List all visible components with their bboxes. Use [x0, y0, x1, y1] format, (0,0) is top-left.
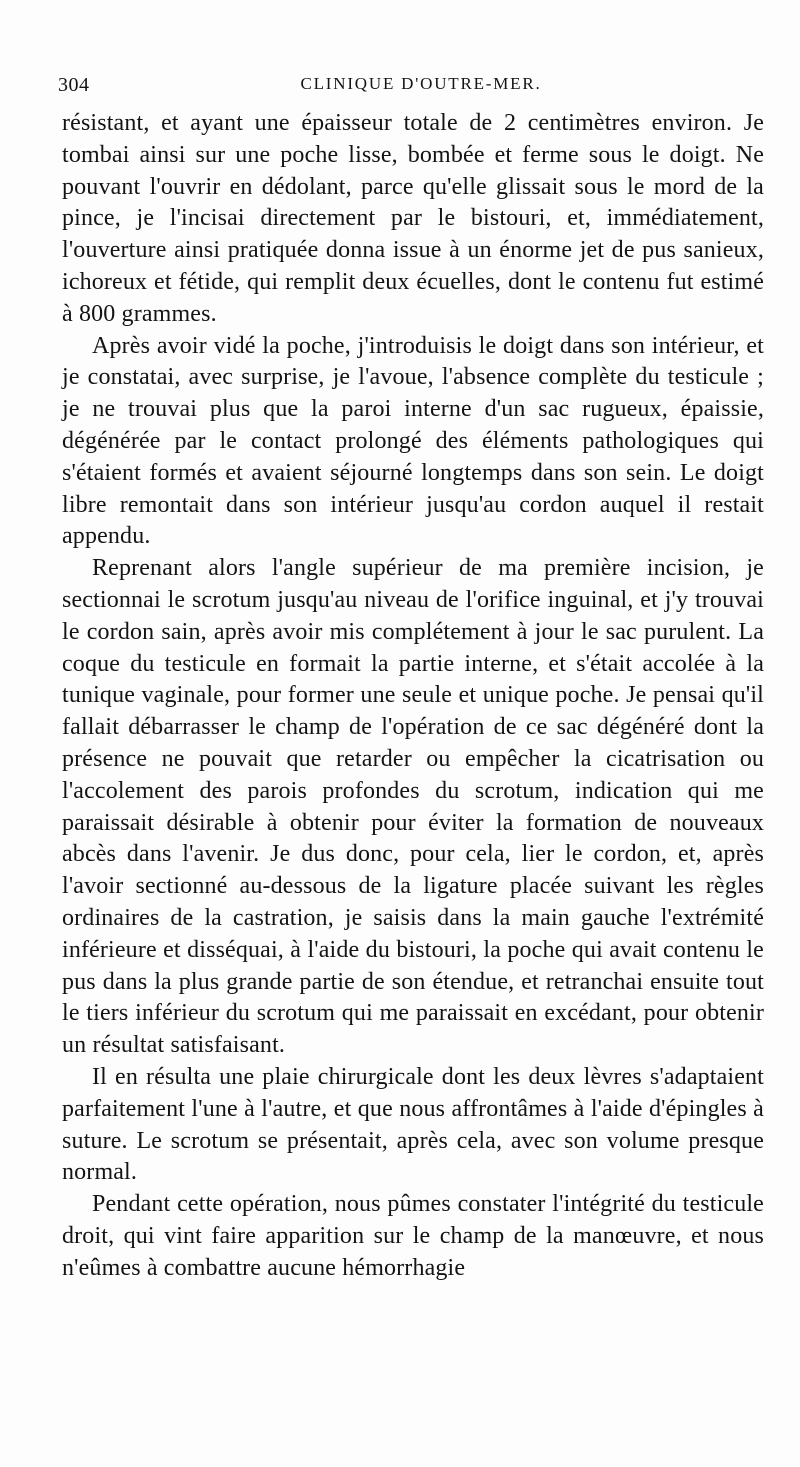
- paragraph: Reprenant alors l'angle supérieur de ma première incision, je sectionnai le scrotum jusqu'au niveau de l'orifice inguinal, et j'y trouvai le cordon sain, après avoir mis complétement à jour le sac purulent. La coque du testicule en formait la partie interne, et s'était accolée à la tunique vaginale, pour former une seule et unique poche. Je pensai qu'il fallait débarrasser le champ de l'opération de ce sac dégénéré dont la présence ne pouvait que retarder ou empêcher la cicatrisation ou l'accolement des parois profondes du scrotum, indication qui me paraissait désirable à obtenir pour éviter la formation de nouveaux abcès dans l'avenir. Je dus donc, pour cela, lier le cordon, et, après l'avoir sectionné au-dessous de la ligature placée suivant les règles ordinaires de la castration, je saisis dans la main gauche l'extrémité inférieure et disséquai, à l'aide du bistouri, la poche qui avait contenu le pus dans la plus grande partie de son étendue, et retranchai ensuite tout le tiers inférieur du scrotum qui me paraissait en excédant, pour obtenir un résultat satisfaisant.: [62, 555, 764, 1059]
- paragraph-continued: résistant, et ayant une épaisseur totale de 2 centimètres environ. Je tombai ainsi sur une poche lisse, bombée et ferme sous le doigt. Ne pouvant l'ouvrir en dédolant, parce qu'elle glissait sous le mord de la pince, je l'incisai directement par le bistouri, et, immédiatement, l'ouverture ainsi pratiquée donna issue à un énorme jet de pus sanieux, ichoreux et fétide, qui remplit deux écuelles, dont le contenu fut estimé à 800 grammes.: [62, 110, 764, 327]
- paragraph: Il en résulta une plaie chirurgicale dont les deux lèvres s'adaptaient parfaitement l'une à l'autre, et que nous affrontâmes à l'aide d'épingles à suture. Le scrotum se présentait, après cela, avec son volume presque normal.: [62, 1063, 764, 1186]
- running-title: CLINIQUE D'OUTRE-MER.: [300, 74, 542, 93]
- body-text: [62, 108, 764, 1284]
- running-head: [58, 74, 764, 104]
- paragraph: Pendant cette opération, nous pûmes constater l'intégrité du testicule droit, qui vint faire apparition sur le champ de la manœuvre, et nous n'eûmes à combattre aucune hémorrhagie: [62, 1191, 764, 1281]
- page-number: 304: [58, 74, 90, 96]
- paragraph: Après avoir vidé la poche, j'introduisis le doigt dans son intérieur, et je constatai, avec surprise, je l'avoue, l'absence complète du testicule ; je ne trouvai plus que la paroi interne d'un sac rugueux, épaissie, dégénérée par le contact prolongé des éléments pathologiques qui s'étaient formés et avaient séjourné longtemps dans son sein. Le doigt libre remontait dans son intérieur jusqu'au cordon auquel il restait appendu.: [62, 332, 764, 550]
